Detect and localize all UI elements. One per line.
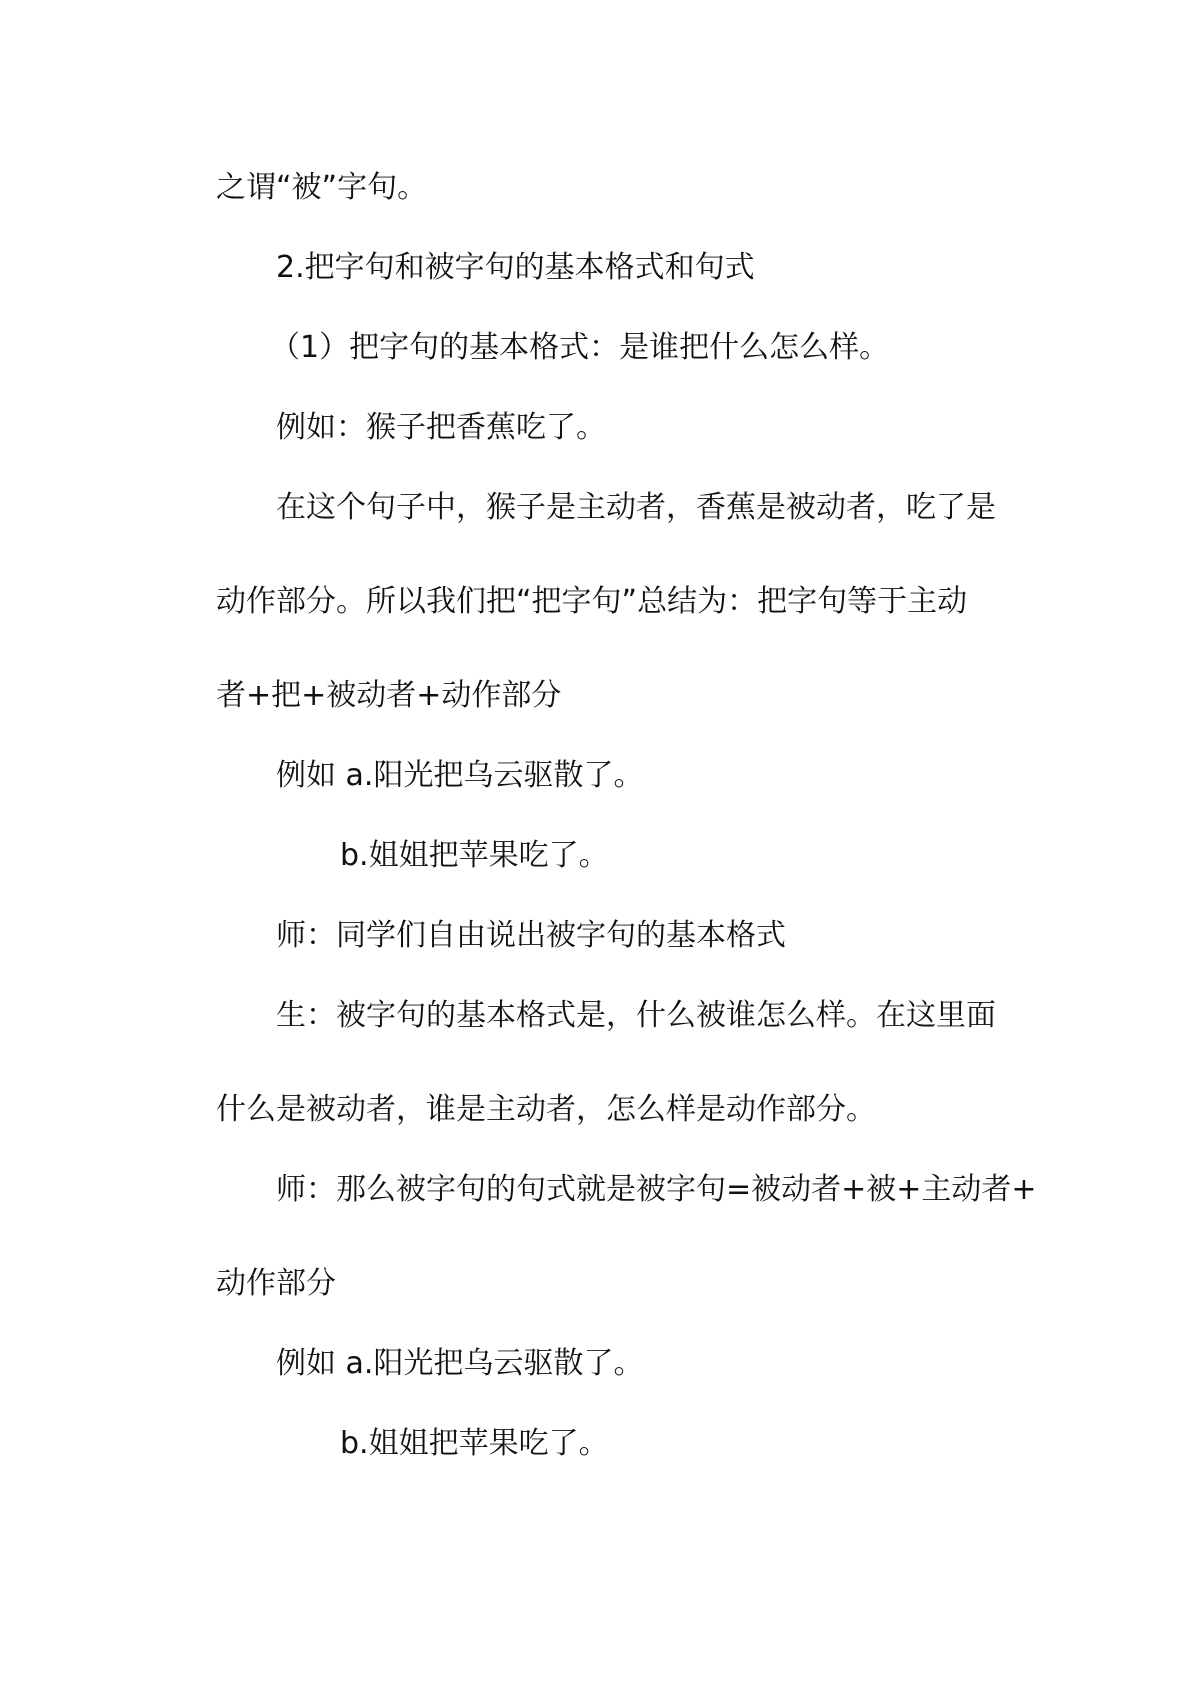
dialogue-line: 生：被字句的基本格式是，什么被谁怎么样。在这里面	[276, 998, 996, 1033]
example-line: b.姐姐把苹果吃了。	[340, 838, 609, 873]
example-line: b.姐姐把苹果吃了。	[340, 1426, 609, 1461]
example-line: 例如 a.阳光把乌云驱散了。	[276, 1346, 644, 1381]
subsection-heading: （1）把字句的基本格式：是谁把什么怎么样。	[270, 330, 890, 365]
example-line: 例如 a.阳光把乌云驱散了。	[276, 758, 644, 793]
text-line: 例如：猴子把香蕉吃了。	[276, 410, 606, 445]
text-line: 动作部分	[216, 1266, 336, 1301]
text-line: 之谓“被”字句。	[216, 170, 428, 205]
text-line: 者+把+被动者+动作部分	[216, 678, 562, 713]
text-line: 什么是被动者，谁是主动者，怎么样是动作部分。	[216, 1092, 876, 1127]
section-heading: 2.把字句和被字句的基本格式和句式	[276, 250, 755, 285]
dialogue-line: 师：那么被字句的句式就是被字句=被动者+被+主动者+	[276, 1172, 1037, 1207]
text-line: 动作部分。所以我们把“把字句”总结为：把字句等于主动	[216, 584, 968, 619]
text-line: 在这个句子中，猴子是主动者，香蕉是被动者，吃了是	[276, 490, 996, 525]
dialogue-line: 师：同学们自由说出被字句的基本格式	[276, 918, 786, 953]
